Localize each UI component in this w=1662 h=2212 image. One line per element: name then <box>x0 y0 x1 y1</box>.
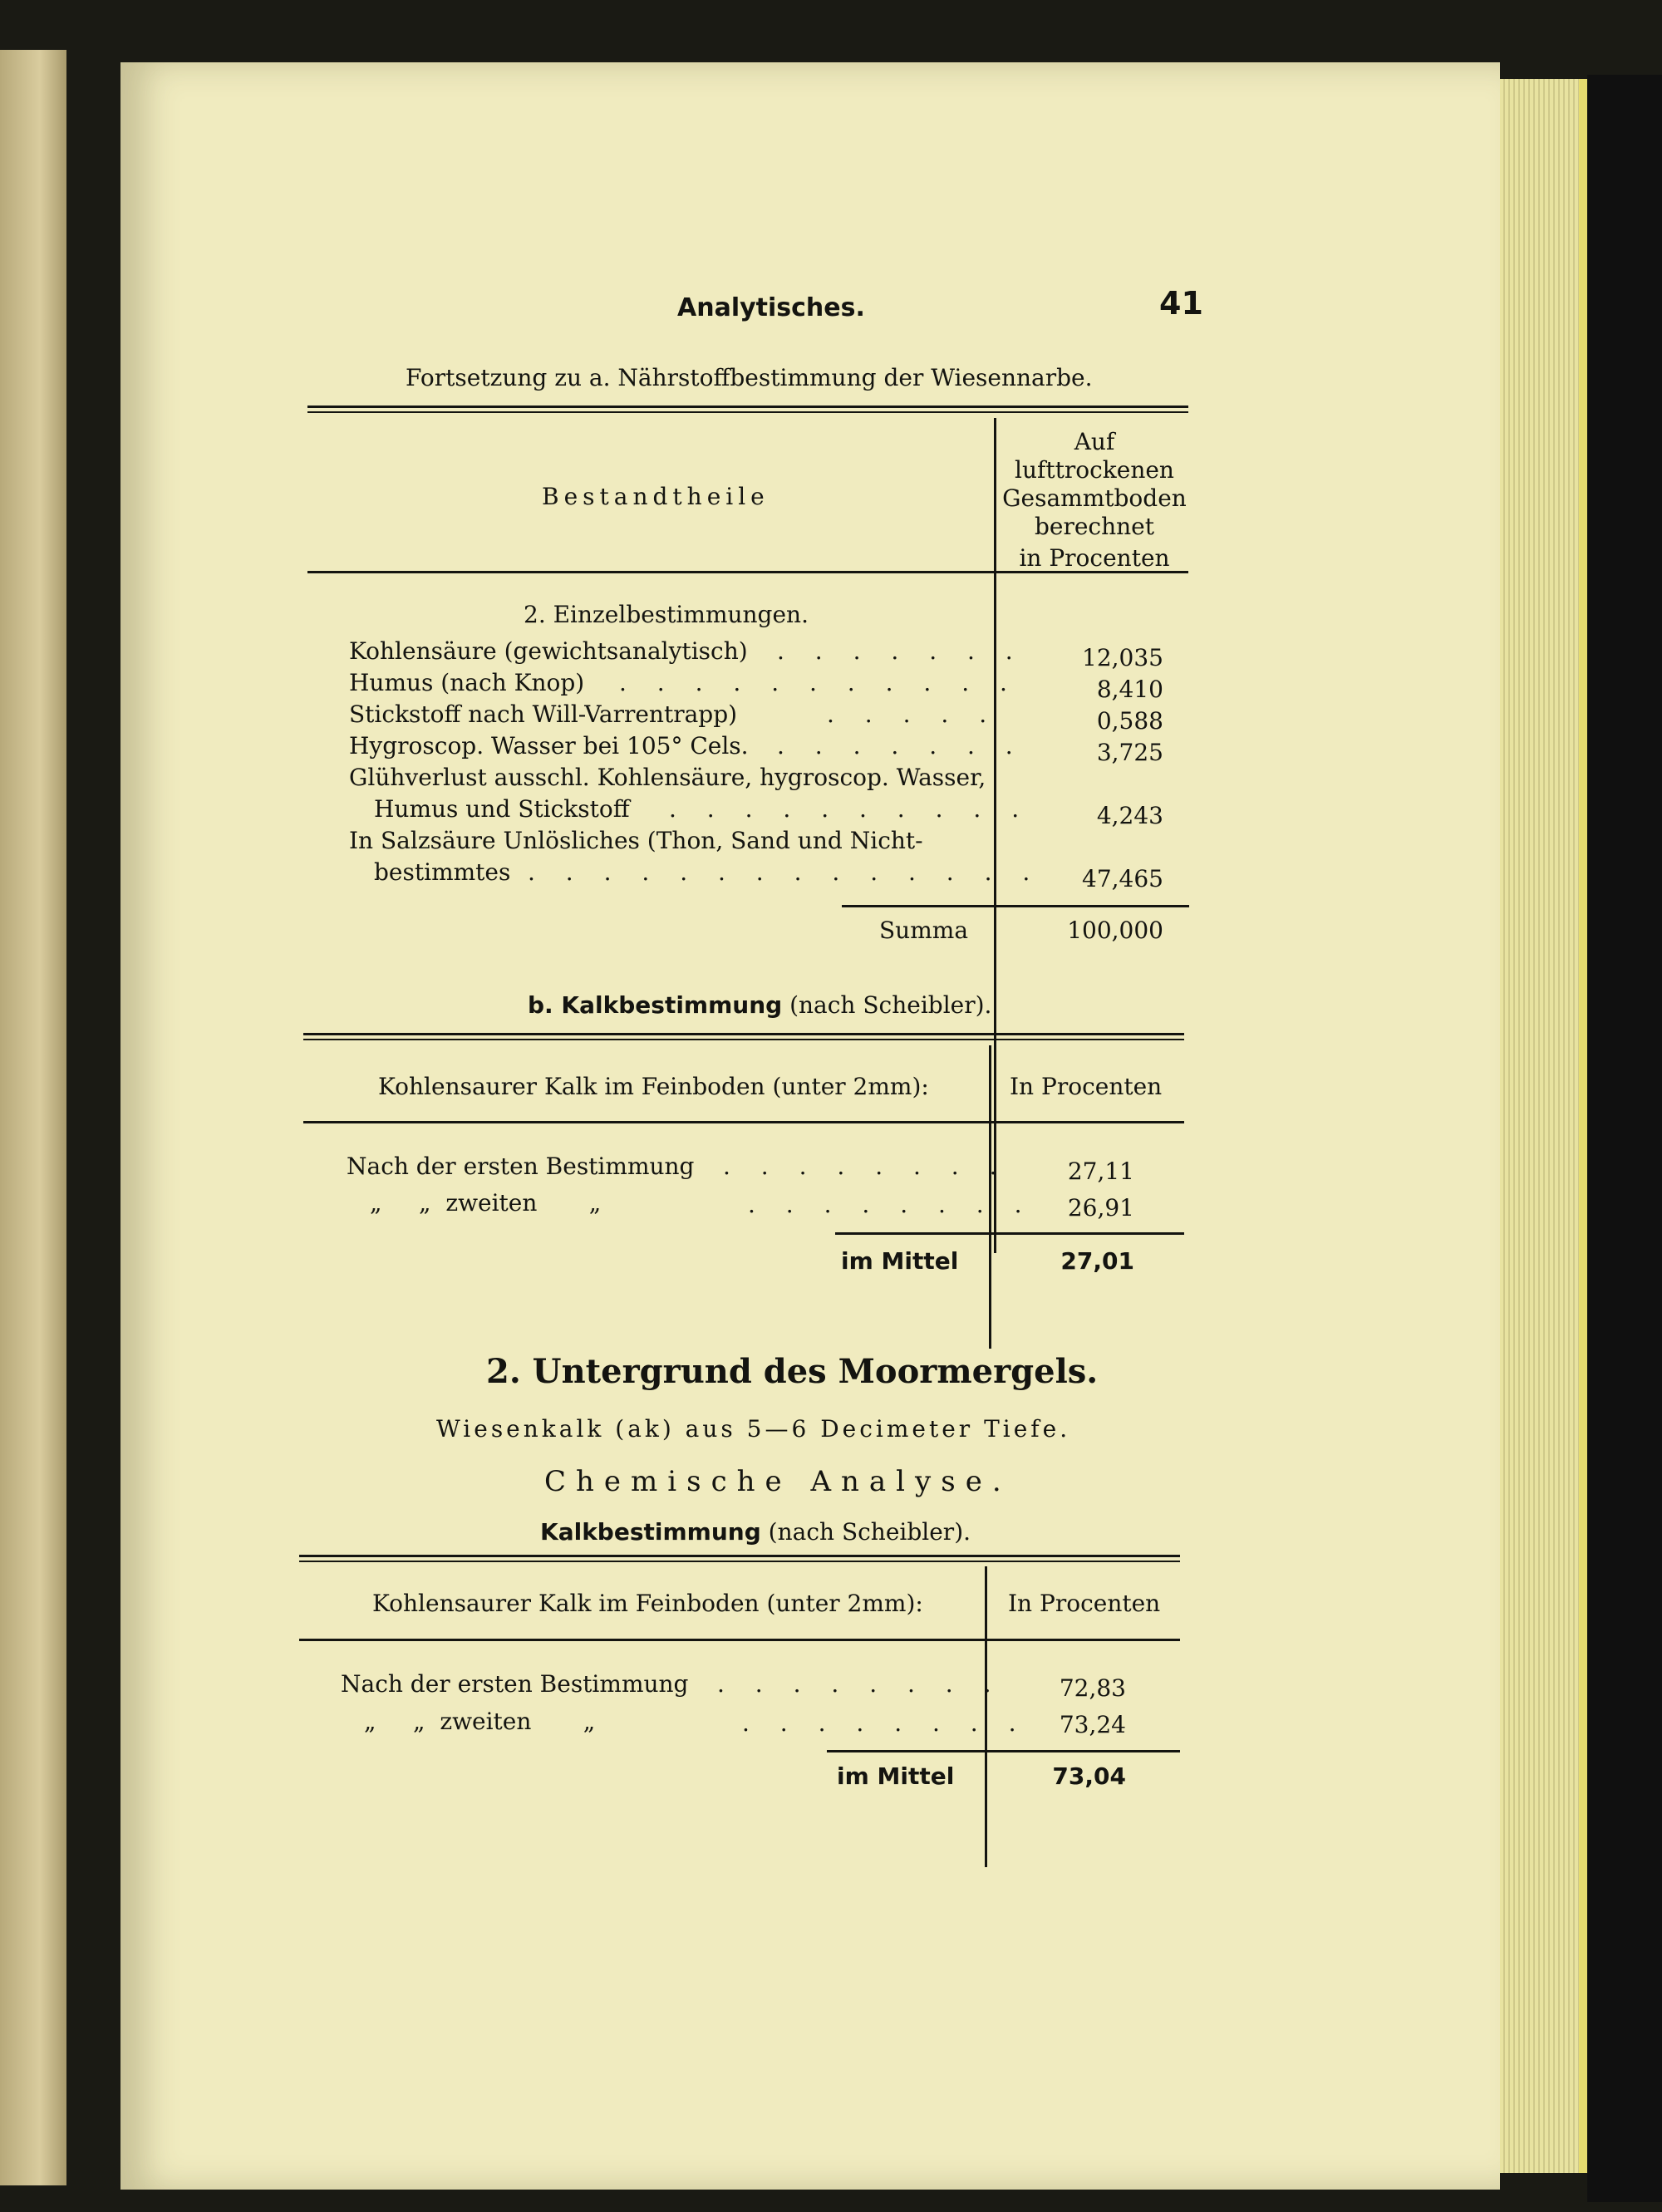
col2-header-line: lufttrockenen <box>1015 456 1174 484</box>
table-row-value: 0,588 <box>1096 707 1163 735</box>
table-row-label: Humus und Stickstoff <box>374 795 630 823</box>
section-2-caption <box>540 1518 971 1546</box>
table-row-label: Nach der ersten Bestimmung <box>341 1670 689 1698</box>
leader-dots: . . . . . . . . . . . <box>619 669 1019 696</box>
table-a-sum-value: 100,000 <box>1067 917 1163 944</box>
table-a-top-rule-2 <box>307 411 1188 413</box>
table-row-label: „ „ zweiten „ <box>364 1708 596 1735</box>
table-c-mean-value: 73,04 <box>1052 1762 1126 1790</box>
leader-dots: . . . . . . . . <box>717 1670 1003 1698</box>
table-row-label: Humus (nach Knop) <box>349 669 585 696</box>
table-b-mean-rule <box>835 1232 1184 1235</box>
table-c-col1-header: Kohlensaurer Kalk im Feinboden (unter 2mm): <box>372 1590 923 1617</box>
table-row-label: bestimmtes <box>374 858 511 886</box>
table-a-sum-label: Summa <box>879 917 969 944</box>
section-2-title: 2. Untergrund des Moormergels. <box>486 1352 1099 1391</box>
col2-header-line: berechnet <box>1034 513 1155 540</box>
table-row-value: 72,83 <box>1059 1674 1126 1702</box>
table-row-label: Glühverlust ausschl. Kohlensäure, hygroscop. Wasser, <box>349 764 986 791</box>
table-a-caption: Fortsetzung zu a. Nährstoffbestimmung der Wiesennarbe. <box>406 364 1093 391</box>
table-row-label: „ „ zweiten „ <box>370 1189 602 1217</box>
table-c-mean-rule <box>827 1750 1180 1752</box>
leader-dots: . . . . . <box>827 700 999 728</box>
table-b-top-rule-2 <box>303 1039 1184 1040</box>
leader-dots: . . . . . . . . <box>723 1153 1009 1180</box>
table-row-label: Kohlensäure (gewichtsanalytisch) <box>349 637 748 665</box>
table-row-value: 8,410 <box>1096 676 1163 703</box>
table-row-value: 26,91 <box>1067 1194 1134 1222</box>
table-row-label: Hygroscop. Wasser bei 105° Cels. <box>349 732 749 759</box>
table-b-header-rule <box>303 1121 1184 1123</box>
leader-dots: . . . . . . . . . . <box>669 795 1031 823</box>
table-row-value: 3,725 <box>1096 739 1163 766</box>
table-a-sum-rule <box>842 905 1189 907</box>
col2-header-line: Gesammtboden <box>1002 484 1187 512</box>
table-a-section-heading: 2. Einzelbestimmungen. <box>524 601 809 628</box>
table-b-mean-label: im Mittel <box>841 1247 959 1275</box>
section-2-caption-rest: (nach Scheibler). <box>768 1518 971 1546</box>
leader-dots: . . . . . . . <box>777 637 1025 665</box>
left-page-edge <box>0 50 66 2185</box>
leader-dots: . . . . . . . . . . . . . . <box>528 858 1042 886</box>
table-b-top-rule <box>303 1033 1184 1035</box>
table-row-value: 4,243 <box>1096 802 1163 829</box>
table-b-mean-value: 27,01 <box>1060 1247 1134 1275</box>
col2-header-line: in Procenten <box>1019 544 1170 572</box>
leader-dots: . . . . . . . . <box>748 1191 1034 1218</box>
table-a-column-divider <box>994 418 996 1253</box>
table-row-label: Nach der ersten Bestimmung <box>347 1153 695 1180</box>
page-stack-edge <box>1500 79 1591 2173</box>
table-c-header-rule <box>299 1639 1180 1641</box>
table-row-label: Stickstoff nach Will-Varrentrapp) <box>349 700 738 728</box>
table-a-top-rule <box>307 406 1188 408</box>
section-2-analysis-heading: Chemische Analyse. <box>544 1465 1011 1498</box>
section-2-subtitle: Wiesenkalk (ak) aus 5—6 Decimeter Tiefe. <box>436 1415 1071 1443</box>
table-b-col2-header: In Procenten <box>1010 1073 1163 1100</box>
table-b-caption <box>528 991 991 1019</box>
table-row-label: In Salzsäure Unlösliches (Thon, Sand und Nicht- <box>349 827 923 854</box>
book-page <box>120 62 1500 2190</box>
table-b-col1-header: Kohlensaurer Kalk im Feinboden (unter 2mm): <box>378 1073 929 1100</box>
page-number: 41 <box>1159 285 1203 322</box>
table-row-value: 27,11 <box>1067 1158 1134 1185</box>
section-2-caption-bold: Kalkbestimmung <box>540 1518 761 1546</box>
leader-dots: . . . . . . . <box>777 732 1025 759</box>
table-c-top-rule <box>299 1555 1180 1557</box>
table-b-caption-bold: b. Kalkbestimmung <box>528 991 783 1019</box>
table-c-mean-label: im Mittel <box>837 1762 955 1790</box>
running-title: Analytisches. <box>677 293 865 322</box>
leader-dots: . . . . . . . . <box>742 1709 1028 1737</box>
book-spine <box>1587 75 1662 2202</box>
table-row-value: 47,465 <box>1082 865 1163 892</box>
table-row-value: 73,24 <box>1059 1711 1126 1738</box>
table-b-caption-rest: (nach Scheibler). <box>789 991 992 1019</box>
table-a-col2-header <box>999 428 1190 573</box>
col2-header-line: Auf <box>1074 428 1115 455</box>
table-row-value: 12,035 <box>1082 644 1163 671</box>
table-c-col2-header: In Procenten <box>1008 1590 1161 1617</box>
table-c-top-rule-2 <box>299 1561 1180 1562</box>
table-a-col1-header: Bestandtheile <box>542 483 770 510</box>
